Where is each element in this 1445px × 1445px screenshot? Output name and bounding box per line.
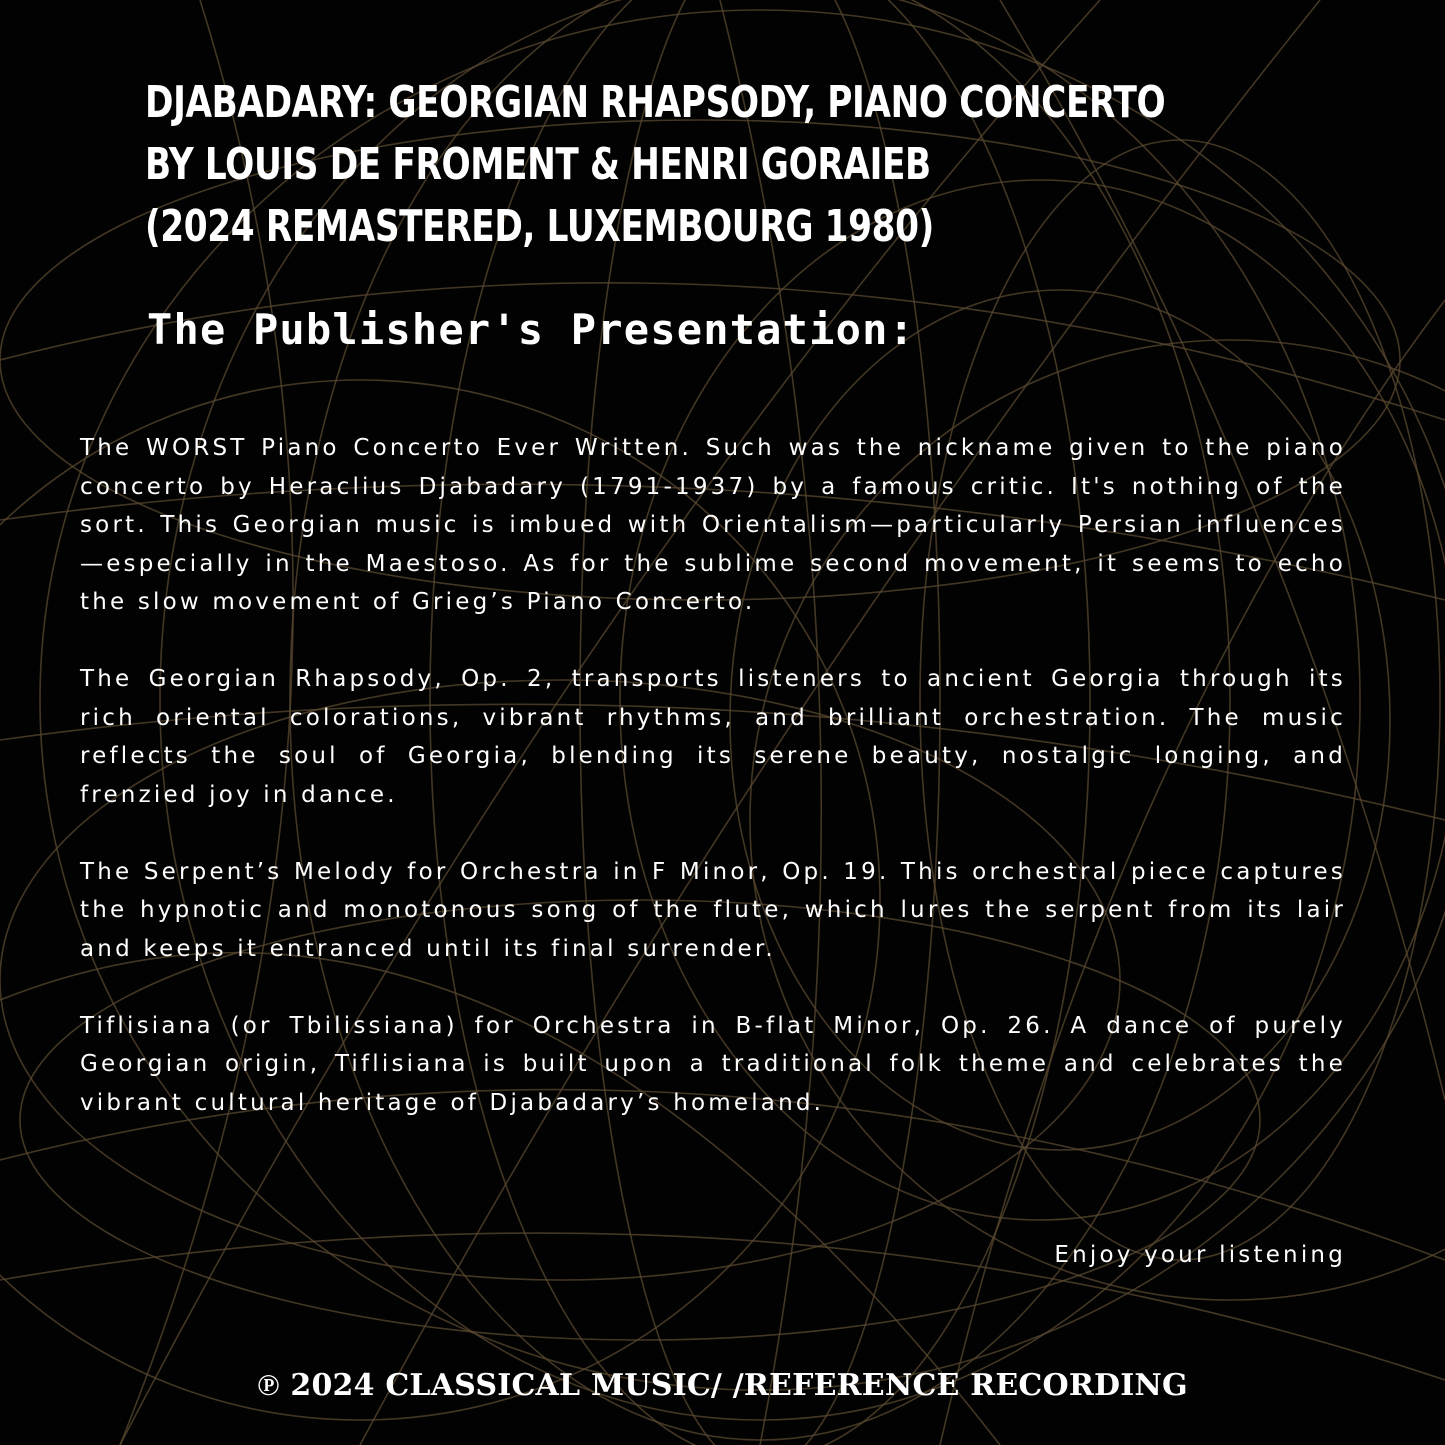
paragraph-georgian-rhapsody: The Georgian Rhapsody, Op. 2, transports listeners to ancient Georgia through its rich oriental colorations, vibrant rhythms, and brilliant orchestration. The music reflects the soul of Georgia, blending its serene beauty, nostalgic longing, and frenzied joy in dance. [80, 666, 1346, 808]
paragraph-tiflisiana: Tiflisiana (or Tbilissiana) for Orchestra in B-flat Minor, Op. 26. A dance of purely Georgian origin, Tiflisiana is built upon a traditional folk theme and celebrates the vibrant cultural heritage of Djabadary’s homeland. [80, 1012, 1346, 1116]
album-title-line-3: (2024 REMASTERED, LUXEMBOURG 1980) [145, 201, 934, 252]
copyright-footer: ℗ 2024 CLASSICAL MUSIC/ /REFERENCE RECORDING [257, 1368, 1188, 1403]
album-title-line-1: DJABADARY: GEORGIAN RHAPSODY, PIANO CONCERTO [145, 77, 1166, 128]
paragraph-serpents-melody: The Serpent’s Melody for Orchestra in F Minor, Op. 19. This orchestral piece captures the hypnotic and monotonous song of the flute, which lures the serpent from its lair and keeps it entranced until its final surrender. [80, 858, 1346, 962]
album-title-line-2: BY LOUIS DE FROMENT & HENRI GORAIEB [145, 139, 931, 190]
signoff-text: Enjoy your listening [1054, 1242, 1346, 1268]
paragraph-piano-concerto: The WORST Piano Concerto Ever Written. Such was the nickname given to the piano concerto by Heraclius Djabadary (1791-1937) by a famous critic. It's nothing of the sort. This Georgian music is imbued with Orientalism—particularly Persian influences—especially in the Maestoso. As for the sublime second movement, it seems to echo the slow movement of Grieg’s Piano Concerto. [80, 435, 1346, 615]
section-heading: The Publisher's Presentation: [147, 305, 916, 354]
presentation-text [80, 429, 1346, 1161]
album-title [145, 72, 1166, 258]
